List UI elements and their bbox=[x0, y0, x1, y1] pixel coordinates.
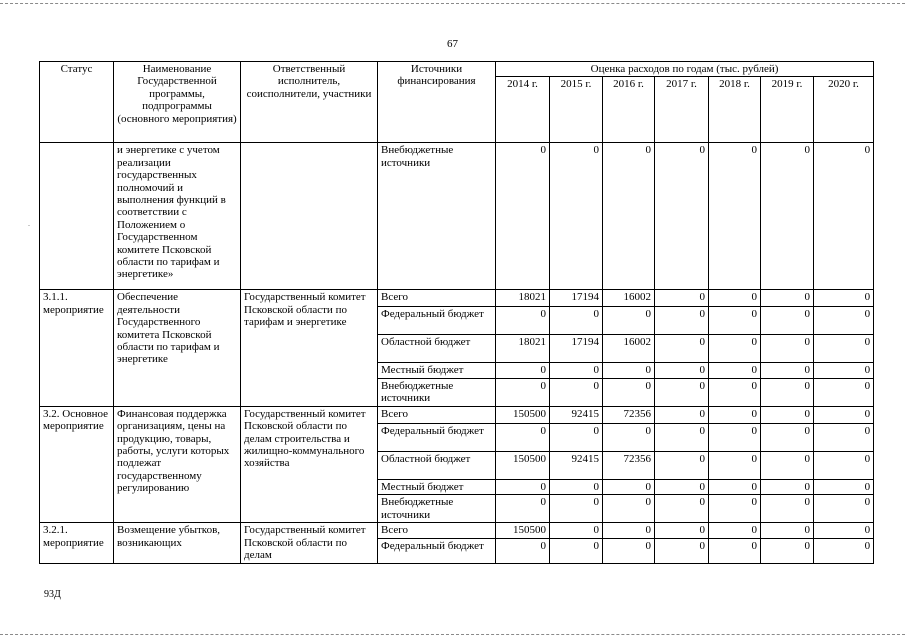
header-year: 2018 г. bbox=[709, 77, 761, 143]
source-cell: Всего bbox=[378, 523, 496, 538]
value-cell: 0 bbox=[761, 290, 814, 307]
value-cell: 0 bbox=[496, 538, 550, 563]
value-cell: 150500 bbox=[496, 523, 550, 538]
value-cell: 0 bbox=[655, 378, 709, 406]
value-cell: 92415 bbox=[550, 406, 603, 423]
value-cell: 0 bbox=[603, 423, 655, 451]
scan-edge-top bbox=[0, 3, 905, 4]
value-cell: 0 bbox=[709, 451, 761, 479]
value-cell: 0 bbox=[655, 495, 709, 523]
value-cell: 0 bbox=[550, 378, 603, 406]
scan-edge-bottom bbox=[0, 634, 905, 635]
header-year: 2017 г. bbox=[655, 77, 709, 143]
value-cell: 16002 bbox=[603, 335, 655, 363]
status-cell: 3.1.1. мероприятие bbox=[40, 290, 114, 406]
value-cell: 0 bbox=[709, 335, 761, 363]
header-year: 2015 г. bbox=[550, 77, 603, 143]
page-number: 67 bbox=[447, 38, 458, 50]
header-name: Наименование Государственной программы, подпрограммы (основного мероприятия) bbox=[114, 62, 241, 143]
value-cell: 72356 bbox=[603, 406, 655, 423]
source-cell: Местный бюджет bbox=[378, 479, 496, 494]
footer-code: 93Д bbox=[44, 589, 61, 600]
value-cell: 16002 bbox=[603, 290, 655, 307]
source-cell: Внебюджетные источники bbox=[378, 143, 496, 290]
value-cell: 0 bbox=[814, 378, 874, 406]
value-cell: 0 bbox=[814, 335, 874, 363]
table-row bbox=[40, 523, 874, 538]
value-cell: 0 bbox=[814, 290, 874, 307]
value-cell: 0 bbox=[761, 406, 814, 423]
header-year: 2019 г. bbox=[761, 77, 814, 143]
value-cell: 0 bbox=[655, 451, 709, 479]
name-cell: и энергетике с учетом реализации государственных полномочий и выполнения функций в соответствии с Положением о Государственном комитете Псковской области по тарифам и энергетике» bbox=[114, 143, 241, 290]
value-cell: 0 bbox=[709, 423, 761, 451]
value-cell: 0 bbox=[761, 363, 814, 378]
value-cell: 17194 bbox=[550, 290, 603, 307]
header-status: Статус bbox=[40, 62, 114, 143]
source-cell: Федеральный бюджет bbox=[378, 538, 496, 563]
value-cell: 0 bbox=[709, 378, 761, 406]
value-cell: 0 bbox=[814, 479, 874, 494]
value-cell: 0 bbox=[550, 495, 603, 523]
value-cell: 0 bbox=[496, 363, 550, 378]
value-cell: 0 bbox=[603, 523, 655, 538]
value-cell: 0 bbox=[761, 479, 814, 494]
source-cell: Областной бюджет bbox=[378, 335, 496, 363]
value-cell: 0 bbox=[761, 538, 814, 563]
value-cell: 0 bbox=[814, 143, 874, 290]
value-cell: 0 bbox=[496, 479, 550, 494]
value-cell: 18021 bbox=[496, 290, 550, 307]
value-cell: 0 bbox=[550, 538, 603, 563]
value-cell: 0 bbox=[709, 406, 761, 423]
value-cell: 0 bbox=[761, 423, 814, 451]
header-sources: Источники финансирования bbox=[378, 62, 496, 143]
value-cell: 0 bbox=[603, 307, 655, 335]
scan-speck: . bbox=[28, 219, 30, 228]
value-cell: 0 bbox=[709, 538, 761, 563]
source-cell: Всего bbox=[378, 406, 496, 423]
value-cell: 0 bbox=[761, 335, 814, 363]
value-cell: 0 bbox=[550, 523, 603, 538]
value-cell: 0 bbox=[603, 378, 655, 406]
value-cell: 0 bbox=[655, 406, 709, 423]
value-cell: 17194 bbox=[550, 335, 603, 363]
value-cell: 0 bbox=[655, 290, 709, 307]
value-cell: 0 bbox=[709, 495, 761, 523]
value-cell: 0 bbox=[709, 479, 761, 494]
value-cell: 0 bbox=[761, 451, 814, 479]
value-cell: 0 bbox=[814, 495, 874, 523]
header-responsible: Ответственный исполнитель, соисполнители, участники bbox=[241, 62, 378, 143]
value-cell: 0 bbox=[709, 363, 761, 378]
value-cell: 0 bbox=[814, 307, 874, 335]
expenditure-table bbox=[39, 61, 874, 564]
responsible-cell bbox=[241, 143, 378, 290]
value-cell: 0 bbox=[603, 363, 655, 378]
header-estimate: Оценка расходов по годам (тыс. рублей) bbox=[496, 62, 874, 77]
source-cell: Федеральный бюджет bbox=[378, 423, 496, 451]
value-cell: 0 bbox=[496, 378, 550, 406]
value-cell: 150500 bbox=[496, 451, 550, 479]
name-cell: Обеспечение деятельности Государственного комитета Псковской области по тарифам и энергетике bbox=[114, 290, 241, 406]
value-cell: 0 bbox=[655, 523, 709, 538]
value-cell: 0 bbox=[496, 307, 550, 335]
value-cell: 0 bbox=[655, 423, 709, 451]
status-cell: 3.2.1. мероприятие bbox=[40, 523, 114, 563]
status-cell: 3.2. Основное мероприятие bbox=[40, 406, 114, 522]
value-cell: 0 bbox=[709, 307, 761, 335]
value-cell: 0 bbox=[496, 495, 550, 523]
responsible-cell: Государственный комитет Псковской области по тарифам и энергетике bbox=[241, 290, 378, 406]
value-cell: 0 bbox=[814, 423, 874, 451]
source-cell: Внебюджетные источники bbox=[378, 495, 496, 523]
value-cell: 0 bbox=[761, 307, 814, 335]
value-cell: 0 bbox=[550, 363, 603, 378]
value-cell: 0 bbox=[814, 523, 874, 538]
table-row bbox=[40, 143, 874, 290]
value-cell: 0 bbox=[761, 495, 814, 523]
source-cell: Внебюджетные источники bbox=[378, 378, 496, 406]
value-cell: 0 bbox=[709, 523, 761, 538]
responsible-cell: Государственный комитет Псковской области по делам строительства и жилищно-коммунального хозяйства bbox=[241, 406, 378, 522]
value-cell: 0 bbox=[496, 423, 550, 451]
source-cell: Областной бюджет bbox=[378, 451, 496, 479]
value-cell: 18021 bbox=[496, 335, 550, 363]
value-cell: 0 bbox=[550, 143, 603, 290]
value-cell: 0 bbox=[496, 143, 550, 290]
value-cell: 0 bbox=[655, 143, 709, 290]
value-cell: 72356 bbox=[603, 451, 655, 479]
value-cell: 0 bbox=[814, 406, 874, 423]
value-cell: 0 bbox=[761, 378, 814, 406]
value-cell: 92415 bbox=[550, 451, 603, 479]
value-cell: 0 bbox=[814, 363, 874, 378]
value-cell: 0 bbox=[603, 495, 655, 523]
value-cell: 0 bbox=[655, 307, 709, 335]
value-cell: 0 bbox=[761, 523, 814, 538]
header-year: 2016 г. bbox=[603, 77, 655, 143]
value-cell: 0 bbox=[655, 479, 709, 494]
value-cell: 0 bbox=[655, 335, 709, 363]
value-cell: 0 bbox=[550, 479, 603, 494]
value-cell: 0 bbox=[709, 143, 761, 290]
source-cell: Федеральный бюджет bbox=[378, 307, 496, 335]
value-cell: 0 bbox=[655, 363, 709, 378]
value-cell: 150500 bbox=[496, 406, 550, 423]
value-cell: 0 bbox=[603, 479, 655, 494]
source-cell: Местный бюджет bbox=[378, 363, 496, 378]
responsible-cell: Государственный комитет Псковской области по делам bbox=[241, 523, 378, 563]
value-cell: 0 bbox=[761, 143, 814, 290]
source-cell: Всего bbox=[378, 290, 496, 307]
name-cell: Финансовая поддержка организациям, цены на продукцию, товары, работы, услуги которых подлежат государственному регулированию bbox=[114, 406, 241, 522]
value-cell: 0 bbox=[709, 290, 761, 307]
status-cell bbox=[40, 143, 114, 290]
header-year: 2020 г. bbox=[814, 77, 874, 143]
name-cell: Возмещение убытков, возникающих bbox=[114, 523, 241, 563]
value-cell: 0 bbox=[814, 538, 874, 563]
value-cell: 0 bbox=[655, 538, 709, 563]
table-row bbox=[40, 290, 874, 307]
value-cell: 0 bbox=[550, 423, 603, 451]
value-cell: 0 bbox=[603, 143, 655, 290]
value-cell: 0 bbox=[814, 451, 874, 479]
table-row bbox=[40, 406, 874, 423]
value-cell: 0 bbox=[603, 538, 655, 563]
value-cell: 0 bbox=[550, 307, 603, 335]
header-year: 2014 г. bbox=[496, 77, 550, 143]
